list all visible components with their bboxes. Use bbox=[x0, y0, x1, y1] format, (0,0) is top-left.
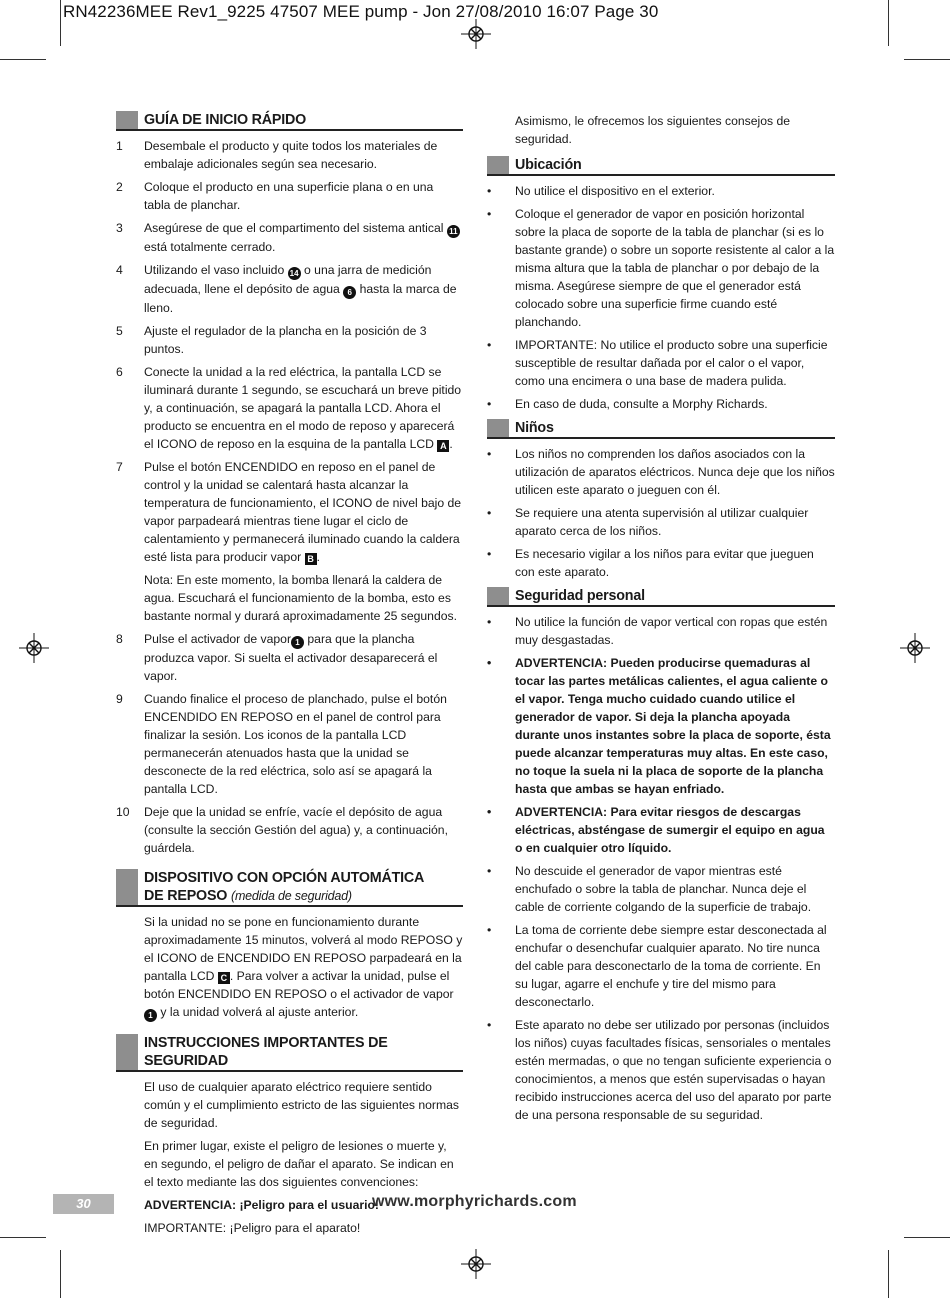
crop-mark bbox=[904, 1237, 950, 1238]
callout-number-icon: 14 bbox=[288, 267, 301, 280]
step-number: 6 bbox=[116, 365, 123, 379]
step-text: Pulse el botón ENCENDIDO en reposo en el panel de control y la unidad se calentará hasta alcanzar la temperatura de funcionamiento, el ICONO de nivel bajo de vapor parpadeará mientras tiene lugar el ciclo de calentamiento y permanecerá iluminado cuando la caldera esté lista para producir vapor B . bbox=[144, 460, 462, 564]
step-item bbox=[116, 137, 463, 173]
heading-marker bbox=[487, 156, 509, 174]
registration-mark-icon bbox=[19, 633, 49, 663]
step-item bbox=[116, 363, 463, 453]
step-number: 9 bbox=[116, 692, 123, 706]
auto-standby-text: Si la unidad no se pone en funcionamiento durante aproximadamente 15 minutos, volverá al modo REPOSO y el ICONO de ENCENDIDO EN REPOSO parpadeará en la pantalla LCD C . Para volver a activar la unidad, pulse el botón ENCENDIDO EN REPOSO o el activador de vapor1 y la unidad volverá al ajuste anterior. bbox=[144, 915, 463, 1020]
callout-number-icon: 6 bbox=[343, 286, 356, 299]
heading-marker bbox=[487, 419, 509, 437]
crop-mark bbox=[60, 0, 61, 46]
crop-mark bbox=[0, 1237, 46, 1238]
callout-number-icon: 1 bbox=[291, 636, 304, 649]
important-convention: IMPORTANTE: ¡Peligro para el aparato! bbox=[144, 1221, 361, 1235]
crop-mark bbox=[0, 59, 46, 60]
list-item: • Los niños no comprenden los daños asociados con la utilización de aparatos eléctricos. Nunca deje que los niños utilicen este aparato o jueguen con él. bbox=[487, 447, 835, 497]
heading-subtitle: (medida de seguridad) bbox=[231, 889, 352, 903]
warning-convention: ADVERTENCIA: ¡Peligro para el usuario! bbox=[144, 1198, 379, 1212]
step-text: Utilizando el vaso incluido 14 o una jarra de medición adecuada, llene el depósito de agua 6 hasta la marca de lleno. bbox=[144, 263, 457, 315]
lcd-icon-label: C bbox=[218, 972, 230, 984]
step-number: 5 bbox=[116, 324, 123, 338]
list-item: • En caso de duda, consulte a Morphy Richards. bbox=[487, 397, 768, 411]
children-list bbox=[487, 445, 835, 581]
registration-mark-icon bbox=[461, 19, 491, 49]
registration-mark-icon bbox=[900, 633, 930, 663]
safety-paragraph: En primer lugar, existe el peligro de lesiones o muerte y, en segundo, el peligro de dañar el aparato. Se indican en el texto mediante las dos siguientes convenciones: bbox=[144, 1139, 454, 1189]
step-text: Deje que la unidad se enfríe, vacíe el depósito de agua (consulte la sección Gestión del agua) y, a continuación, guárdela. bbox=[144, 805, 448, 855]
heading-title: INSTRUCCIONES IMPORTANTES DE SEGURIDAD bbox=[144, 1035, 388, 1069]
step-number: 10 bbox=[116, 805, 130, 819]
list-item: • Este aparato no debe ser utilizado por personas (incluidos los niños) cuyas facultades físicas, sensoriales o mentales estén mermadas, o que no tengan suficiente experiencia o conocimientos, a menos que estén supervisadas o hayan recibido instrucciones acerca del uso del aparato por parte de una persona responsable de su seguridad. bbox=[487, 1018, 832, 1122]
step-text: Conecte la unidad a la red eléctrica, la pantalla LCD se iluminará durante 1 segundo, se escuchará un breve pitido y, a continuación, se apagará la pantalla LCD. Ahora el producto se encuentra en el modo de reposo y aparecerá el ICONO de reposo en la esquina de la pantalla LCD A . bbox=[144, 365, 462, 451]
step-item bbox=[116, 458, 463, 566]
crop-mark bbox=[888, 1250, 889, 1298]
list-item: • Coloque el generador de vapor en posición horizontal sobre la placa de soporte de la tabla de planchar (si es lo bastante grande) o sobre un soporte resistente al calor a la misma altura que la tabla de planchar o por debajo de la misma. Asegúrese siempre de que el generador está colocado sobre una superficie firme cuando esté planchando. bbox=[487, 207, 835, 329]
crop-mark bbox=[60, 1250, 61, 1298]
location-list bbox=[487, 182, 835, 413]
step-item bbox=[116, 219, 463, 256]
callout-number-icon: 1 bbox=[144, 1009, 157, 1022]
step-text: Ajuste el regulador de la plancha en la posición de 3 puntos. bbox=[144, 324, 427, 356]
registration-mark-icon bbox=[461, 1249, 491, 1279]
callout-number-icon: 11 bbox=[447, 225, 460, 238]
left-column bbox=[116, 111, 463, 1242]
step-text: Coloque el producto en una superficie plana o en una tabla de planchar. bbox=[144, 180, 434, 212]
heading-marker bbox=[487, 587, 509, 605]
heading-title: Niños bbox=[515, 420, 554, 436]
heading-title: GUÍA DE INICIO RÁPIDO bbox=[144, 112, 307, 128]
step-item bbox=[116, 630, 463, 685]
step-number: 2 bbox=[116, 180, 123, 194]
heading-title: DISPOSITIVO CON OPCIÓN AUTOMÁTICA DE REPOSO (medida de seguridad) bbox=[144, 870, 425, 904]
website-url: www.morphyrichards.com bbox=[372, 1193, 577, 1210]
step-item bbox=[116, 322, 463, 358]
list-item: • Se requiere una atenta supervisión al utilizar cualquier aparato cerca de los niños. bbox=[487, 506, 809, 538]
personal-safety-list bbox=[487, 613, 835, 1124]
step-text: Desembale el producto y quite todos los materiales de embalaje adicionales según sea necesario. bbox=[144, 139, 438, 171]
crop-mark bbox=[904, 59, 950, 60]
step-number: 4 bbox=[116, 263, 123, 277]
heading-marker bbox=[116, 1034, 138, 1070]
step-item bbox=[116, 690, 463, 798]
section-heading-location bbox=[487, 156, 835, 176]
step-number: 1 bbox=[116, 139, 123, 153]
warning-item: • ADVERTENCIA: Pueden producirse quemaduras al tocar las partes metálicas calientes, el agua caliente o el vapor. Tenga mucho cuidado cuando utilice el generador de vapor. Si deja la plancha apoyada durante unos instantes sobre la placa de soporte, ésta puede alcanzar temperaturas muy altas. En este caso, no toque la suela ni la placa de soporte de la plancha hasta que ambas se hayan enfriado. bbox=[487, 656, 831, 796]
step-item bbox=[116, 803, 463, 857]
step-number: 8 bbox=[116, 632, 123, 646]
section-heading-safety bbox=[116, 1034, 463, 1072]
list-item: • No utilice la función de vapor vertical con ropas que estén muy desgastadas. bbox=[487, 615, 828, 647]
safety-intro: Asimismo, le ofrecemos los siguientes consejos de seguridad. bbox=[515, 114, 791, 146]
right-column bbox=[487, 112, 835, 1130]
list-item: • IMPORTANTE: No utilice el producto sobre una superficie susceptible de resultar dañada por el calor o el vapor, como una encimera o una base de madera pulida. bbox=[487, 338, 828, 388]
step-text: Pulse el activador de vapor 1 para que la plancha produzca vapor. Si suelta el activador desaparecerá el vapor. bbox=[144, 632, 438, 683]
list-item: • La toma de corriente debe siempre estar desconectada al enchufar o desenchufar cualquier aparato. No tire nunca del cable para desconectarlo de la toma de corriente. En su lugar, agarre el enchufe y tire del mismo para desconectarlo. bbox=[487, 923, 827, 1009]
list-item: • No utilice el dispositivo en el exterior. bbox=[487, 184, 715, 198]
section-heading-quick-start bbox=[116, 111, 463, 131]
heading-marker bbox=[116, 111, 138, 129]
section-heading-auto-standby bbox=[116, 869, 463, 907]
lcd-icon-label: A bbox=[437, 440, 449, 452]
section-heading-personal-safety bbox=[487, 587, 835, 607]
list-item: • No descuide el generador de vapor mientras esté enchufado o sobre la tabla de planchar. Nunca deje el cable de corriente colgando de la superficie de trabajo. bbox=[487, 864, 812, 914]
note-text: Nota: En este momento, la bomba llenará la caldera de agua. Escuchará el funcionamiento de la bomba, esto es bastante normal y durará aproximadamente 25 segundos. bbox=[144, 573, 458, 623]
step-number: 7 bbox=[116, 460, 123, 474]
list-item: • Es necesario vigilar a los niños para evitar que jueguen con este aparato. bbox=[487, 547, 814, 579]
step-item bbox=[116, 178, 463, 214]
heading-title: Ubicación bbox=[515, 157, 582, 173]
heading-marker bbox=[116, 869, 138, 905]
step-number: 3 bbox=[116, 221, 123, 235]
step-text: Cuando finalice el proceso de planchado, pulse el botón ENCENDIDO EN REPOSO en el panel de control para finalizar la sesión. Los iconos de la pantalla LCD permanecerán atenuados hasta que la unidad se desconecte de la red eléctrica, solo así se apagará la pantalla LCD. bbox=[144, 692, 447, 796]
crop-mark bbox=[888, 0, 889, 46]
lcd-icon-label: B bbox=[305, 553, 317, 565]
warning-item: • ADVERTENCIA: Para evitar riesgos de descargas eléctricas, absténgase de sumergir el equipo en agua o en cualquier otro líquido. bbox=[487, 805, 825, 855]
page-number: 30 bbox=[53, 1194, 114, 1214]
heading-title: Seguridad personal bbox=[515, 588, 645, 604]
step-text: Asegúrese de que el compartimento del sistema antical 11 está totalmente cerrado. bbox=[144, 219, 463, 256]
step-item bbox=[116, 261, 463, 317]
safety-paragraph: El uso de cualquier aparato eléctrico requiere sentido común y el cumplimiento estricto de las siguientes normas de seguridad. bbox=[144, 1080, 459, 1130]
print-slug: RN42236MEE Rev1_9225 47507 MEE pump - Jon 27/08/2010 16:07 Page 30 bbox=[63, 2, 659, 21]
section-heading-children bbox=[487, 419, 835, 439]
